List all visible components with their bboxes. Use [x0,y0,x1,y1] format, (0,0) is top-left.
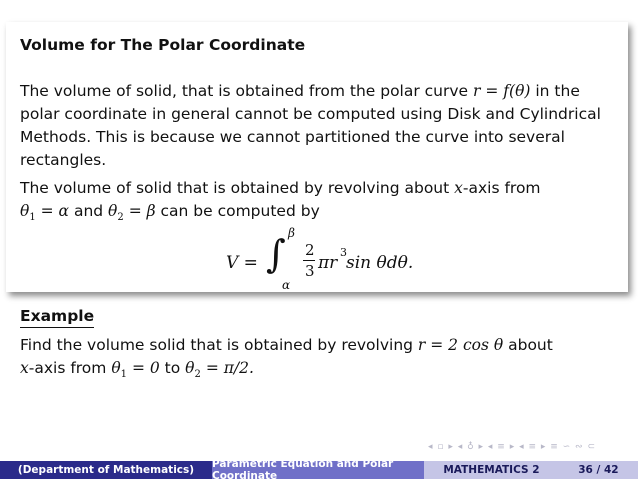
example-title: Example [20,307,94,328]
paragraph-1: The volume of solid, that is obtained from the polar curve r = f(θ) in the polar coordinate in general cannot be computed using Disk and Cylindrical Methods. This is because we cannot partitioned the curve into several rectangles. [20,82,601,169]
paragraph-2: The volume of solid that is obtained by revolving about x-axis from $\theta_1 = \alpha$ and $\theta_2 = \beta$ can be computed by [20,179,541,224]
footer [0,458,638,482]
course-name: MATHEMATICS 2 [443,464,540,476]
page-number: 36 / 42 [578,464,619,476]
footer-department: (Department of Mathematics) [0,461,212,479]
footer-course [424,461,638,479]
beamer-navigation-icons[interactable]: ◂ ▫ ▸ ◂ ♁ ▸ ◂ ≡ ▸ ◂ ≡ ▸ ≡ ∽ ∾ ⊂ [428,442,596,452]
example-body: Find the volume solid that is obtained by revolving r = 2 cos θ about x-axis from $\theta_1 = 0$ to $\theta_2 = \pi/2$. [20,336,553,381]
volume-formula: V = ∫ β α 2 3 πr 3 sin θdθ. [226,226,414,292]
footer-title: Parametric Equation and Polar Coordinate [212,461,424,479]
block-title: Volume for The Polar Coordinate [20,36,306,54]
